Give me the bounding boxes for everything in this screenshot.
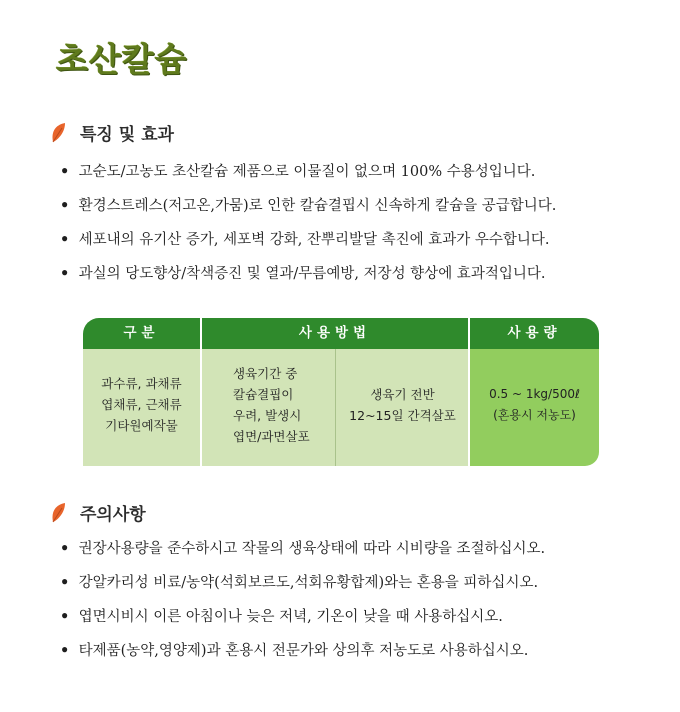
precautions-heading — [50, 500, 146, 525]
header-category: 구분 — [123, 325, 160, 341]
precautions-title: 주의사항 — [80, 505, 146, 525]
list-item: • 과실의 당도향상/착색증진 및 열과/무름예방, 저장성 향상에 효과적입니다. — [60, 265, 546, 282]
header-amount: 사용량 — [507, 325, 562, 341]
page-title: 초산칼슘 — [56, 40, 188, 79]
list-item: • 강알카리성 비료/농약(석회보르도,석회유황합제)와는 혼용을 피하십시오. — [60, 574, 539, 591]
list-item: • 권장사용량을 준수하시고 작물의 생육상태에 따라 시비량을 조절하십시오. — [60, 540, 546, 557]
amount-text: 0.5 ~ 1kg/500ℓ (혼용시 저농도) — [489, 387, 580, 422]
list-item: • 세포내의 유기산 증가, 세포벽 강화, 잔뿌리발달 촉진에 효과가 우수합니다. — [60, 231, 550, 248]
list-item: • 엽면시비시 이른 아침이나 늦은 저녁, 기온이 낮을 때 사용하십시오. — [60, 608, 503, 625]
list-item: • 환경스트레스(저고온,가뭄)로 인한 칼슘결핍시 신속하게 칼슘을 공급합니다. — [60, 197, 557, 214]
features-heading — [50, 120, 174, 145]
list-item: • 타제품(농약,영양제)과 혼용시 전문가와 상의후 저농도로 사용하십시오. — [60, 642, 529, 659]
method-interval-text: 생육기 전반 12~15일 간격살포 — [349, 387, 456, 423]
leaf-icon — [50, 502, 68, 524]
usage-table — [83, 318, 599, 466]
list-item: • 고순도/고농도 초산칼슘 제품으로 이물질이 없으며 100% 수용성입니다. — [60, 163, 536, 180]
crops-text: 과수류, 과채류 엽채류, 근채류 기타원예작물 — [101, 376, 182, 433]
features-title: 특징 및 효과 — [80, 125, 174, 145]
method-conditions-text: 생육기간 중 칼슘결핍이 우려, 발생시 엽면/과면살포 — [233, 366, 310, 444]
leaf-icon — [50, 122, 68, 144]
header-method: 사용방법 — [298, 325, 372, 341]
features-list — [60, 155, 556, 291]
precautions-list — [60, 532, 545, 668]
